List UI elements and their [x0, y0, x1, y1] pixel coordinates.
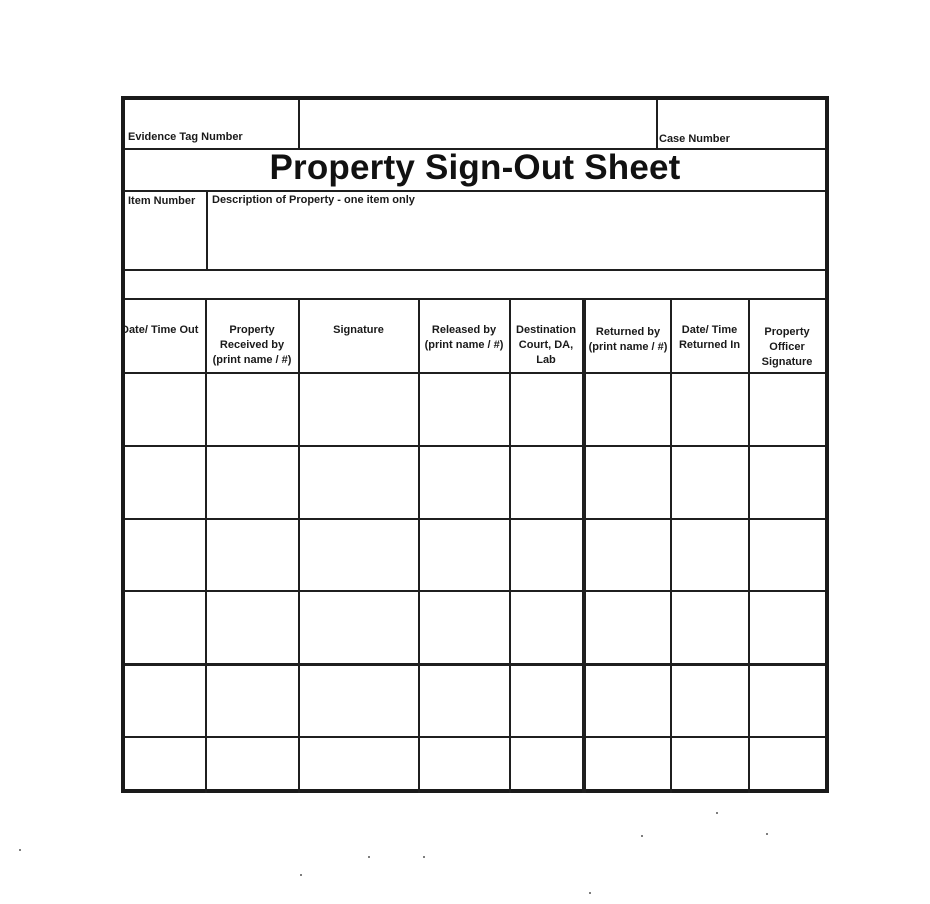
item-number-field[interactable] — [125, 191, 206, 270]
row-divider — [125, 445, 825, 447]
row-divider — [125, 518, 825, 520]
column-header-returned-by: Returned by (print name / #) — [588, 326, 668, 353]
spacer-divider — [125, 298, 825, 300]
case-number-label: Case Number — [659, 133, 730, 145]
column-header-date-time-returned: Date/ Time Returned In — [678, 324, 741, 351]
page-title: Property Sign-Out Sheet — [269, 148, 681, 187]
column-divider — [509, 298, 511, 793]
column-divider — [670, 298, 672, 793]
scan-speck — [766, 833, 768, 835]
scan-speck — [589, 892, 591, 894]
scan-speck — [19, 849, 21, 851]
column-header-destination: Destination Court, DA, Lab — [516, 324, 576, 366]
column-header-officer-signature: Property Officer Signature — [761, 326, 813, 368]
scan-speck — [423, 856, 425, 858]
column-divider — [748, 298, 750, 793]
column-header-received-by: Property Received by (print name / #) — [212, 324, 292, 366]
column-header-date-time-out: Date/ Time Out — [121, 324, 199, 336]
column-divider — [298, 298, 300, 793]
evidence-tag-box-right — [298, 100, 300, 148]
description-divider — [125, 269, 825, 271]
description-field[interactable] — [208, 191, 825, 270]
evidence-tag-label: Evidence Tag Number — [128, 131, 243, 143]
column-header-released-by: Released by (print name / #) — [424, 324, 504, 351]
item-number-label: Item Number — [128, 195, 196, 207]
column-divider — [205, 298, 207, 793]
scan-speck — [716, 812, 718, 814]
row-divider-heavy — [125, 663, 825, 666]
column-divider — [418, 298, 420, 793]
row-divider — [125, 736, 825, 738]
property-sign-out-form — [121, 96, 829, 793]
column-header-divider — [125, 372, 825, 374]
column-header-signature: Signature — [333, 324, 384, 336]
description-label: Description of Property - one item only — [212, 194, 415, 206]
evidence-tag-field[interactable] — [125, 100, 298, 148]
scan-speck — [368, 856, 370, 858]
case-number-field[interactable] — [657, 100, 825, 148]
column-divider-heavy — [582, 298, 586, 793]
row-divider — [125, 590, 825, 592]
scan-speck — [641, 835, 643, 837]
scan-speck — [300, 874, 302, 876]
